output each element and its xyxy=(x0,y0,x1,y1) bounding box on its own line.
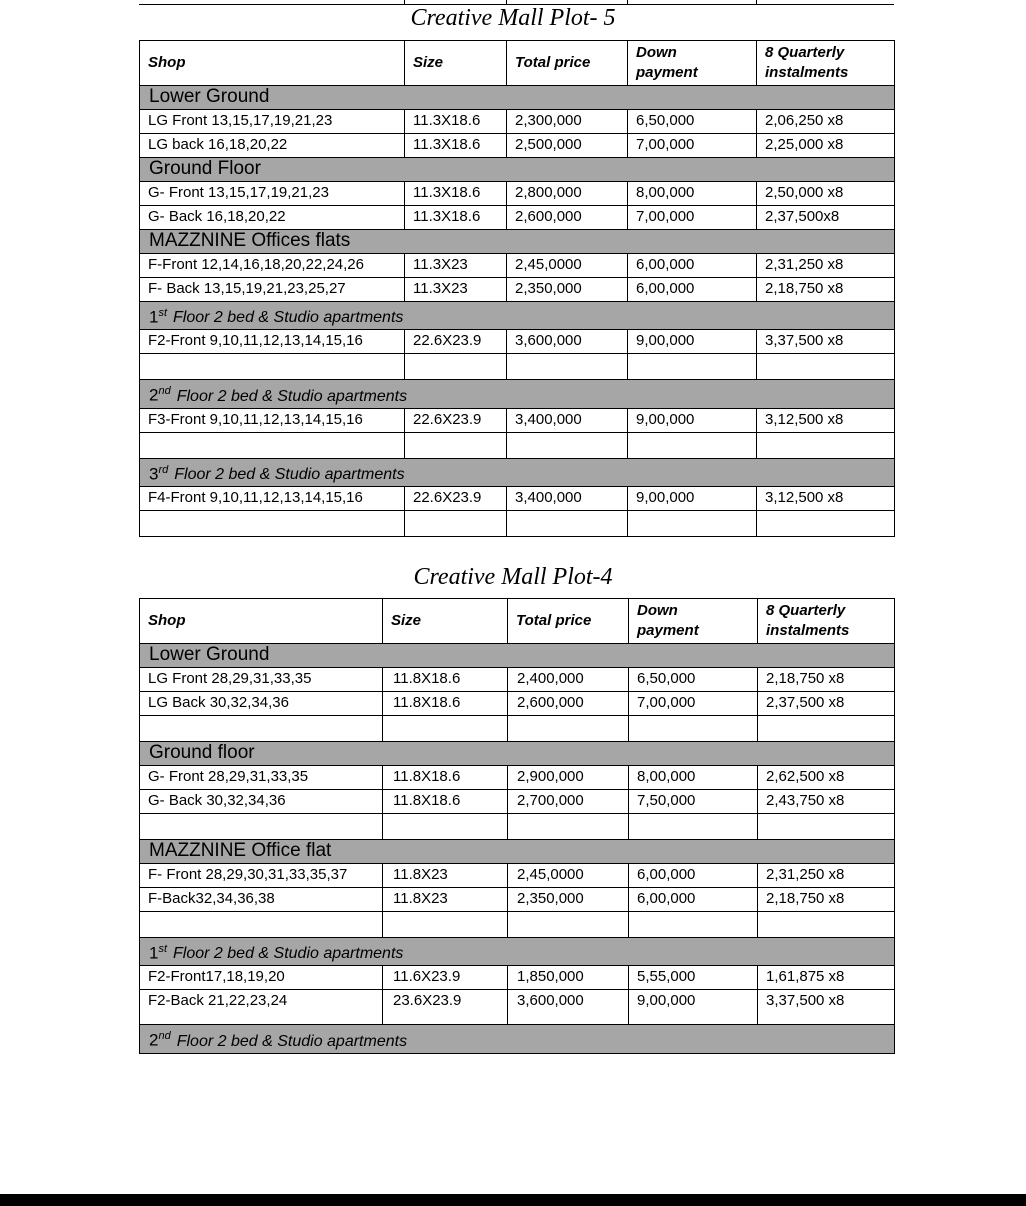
table-row xyxy=(140,864,895,888)
table-cell: 3,12,500 x8 xyxy=(757,486,895,510)
table-cell: F2-Front17,18,19,20 xyxy=(140,966,383,990)
section-row xyxy=(140,230,895,254)
table-cell: 6,50,000 xyxy=(628,110,757,134)
floor-number: 2 xyxy=(149,385,159,405)
table-cell: 2,37,500x8 xyxy=(757,206,895,230)
table-cell: F-Back32,34,36,38 xyxy=(140,888,383,912)
section-row xyxy=(140,1025,895,1053)
column-header: 8 Quarterly instalments xyxy=(757,41,895,86)
empty-cell xyxy=(628,432,757,458)
table-cell: 2,700,000 xyxy=(508,790,629,814)
floor-ordinal: nd xyxy=(158,385,171,398)
table-row xyxy=(140,766,895,790)
table-cell: 6,00,000 xyxy=(629,864,758,888)
empty-cell xyxy=(405,510,507,536)
empty-cell xyxy=(405,354,507,380)
table-cell: 2,25,000 x8 xyxy=(757,134,895,158)
table-cell: 8,00,000 xyxy=(628,182,757,206)
table-cell: 2,600,000 xyxy=(507,206,628,230)
table-cell: F- Front 28,29,30,31,33,35,37 xyxy=(140,864,383,888)
column-header: 8 Quarterly instalments xyxy=(758,599,895,644)
empty-cell xyxy=(507,432,628,458)
plot4-title: Creative Mall Plot-4 xyxy=(413,564,613,590)
table-cell: 11.3X18.6 xyxy=(405,134,507,158)
table-cell: 6,50,000 xyxy=(629,668,758,692)
table-cell: 2,45,0000 xyxy=(507,254,628,278)
floor-ordinal: st xyxy=(158,943,168,955)
table-row xyxy=(140,182,895,206)
empty-cell xyxy=(140,814,383,840)
section-row xyxy=(140,158,895,182)
section-title: Floor 2 bed & Studio apartments xyxy=(176,1032,408,1050)
table-cell: 2,400,000 xyxy=(508,668,629,692)
table-row xyxy=(140,206,895,230)
empty-cell xyxy=(383,716,508,742)
empty-cell xyxy=(629,912,758,938)
table-row xyxy=(140,990,895,1025)
table-cell: 5,55,000 xyxy=(629,966,758,990)
column-header: Down payment xyxy=(629,599,758,644)
column-header: Total price xyxy=(507,41,628,86)
table-cell: 22.6X23.9 xyxy=(405,330,507,354)
empty-cell xyxy=(629,814,758,840)
table-cell: 2,600,000 xyxy=(508,692,629,716)
column-header: Shop xyxy=(140,599,383,644)
section-label xyxy=(140,380,895,408)
table-cell: 6,00,000 xyxy=(628,278,757,302)
plot5-price-table xyxy=(139,40,895,537)
section-row xyxy=(140,644,895,668)
empty-cell xyxy=(758,814,895,840)
floor-number: 3 xyxy=(149,463,159,483)
table-cell: 11.6X23.9 xyxy=(383,966,508,990)
table-cell: 7,00,000 xyxy=(628,206,757,230)
table-cell: F2-Front 9,10,11,12,13,14,15,16 xyxy=(140,330,405,354)
empty-cell xyxy=(758,716,895,742)
empty-row xyxy=(140,354,895,380)
table-cell: G- Back 16,18,20,22 xyxy=(140,206,405,230)
table-cell: 9,00,000 xyxy=(628,330,757,354)
empty-cell xyxy=(405,432,507,458)
table-row xyxy=(140,278,895,302)
empty-row xyxy=(140,432,895,458)
section-title: Floor 2 bed & Studio apartments xyxy=(173,945,404,963)
table-row xyxy=(140,134,895,158)
table-cell: 2,50,000 x8 xyxy=(757,182,895,206)
floor-ordinal: nd xyxy=(158,1030,171,1043)
table-row xyxy=(140,486,895,510)
table-row xyxy=(140,790,895,814)
empty-row xyxy=(140,814,895,840)
table-cell: 3,37,500 x8 xyxy=(757,330,895,354)
table-cell: 2,43,750 x8 xyxy=(758,790,895,814)
empty-cell xyxy=(140,432,405,458)
column-header: Size xyxy=(383,599,508,644)
header-row xyxy=(140,599,895,644)
table-cell: LG Back 30,32,34,36 xyxy=(140,692,383,716)
plot5-title: Creative Mall Plot- 5 xyxy=(410,5,616,31)
table-cell: 1,61,875 x8 xyxy=(758,966,895,990)
empty-cell xyxy=(628,510,757,536)
table-cell: 2,06,250 x8 xyxy=(757,110,895,134)
section-label: MAZZNINE Offices flats xyxy=(140,230,895,254)
table-cell: 11.3X18.6 xyxy=(405,182,507,206)
table-cell: 7,00,000 xyxy=(628,134,757,158)
table-cell: G- Front 13,15,17,19,21,23 xyxy=(140,182,405,206)
empty-cell xyxy=(757,510,895,536)
table-cell: 2,31,250 x8 xyxy=(758,864,895,888)
column-header: Down payment xyxy=(628,41,757,86)
floor-number: 1 xyxy=(149,943,159,963)
section-row xyxy=(140,458,895,486)
table-cell: 11.3X18.6 xyxy=(405,206,507,230)
section-label: Lower Ground xyxy=(140,644,895,668)
table-cell: 7,50,000 xyxy=(629,790,758,814)
section-row xyxy=(140,742,895,766)
table-row xyxy=(140,966,895,990)
table-cell: 2,18,750 x8 xyxy=(758,668,895,692)
empty-cell xyxy=(140,510,405,536)
table-cell: 2,45,0000 xyxy=(508,864,629,888)
empty-row xyxy=(140,510,895,536)
header-row xyxy=(140,41,895,86)
column-header: Size xyxy=(405,41,507,86)
section-row xyxy=(140,840,895,864)
table-cell: 3,12,500 x8 xyxy=(757,408,895,432)
floor-ordinal: rd xyxy=(158,463,169,476)
table-cell: F- Back 13,15,19,21,23,25,27 xyxy=(140,278,405,302)
table-cell: 11.3X18.6 xyxy=(405,110,507,134)
empty-cell xyxy=(383,814,508,840)
table-cell: 9,00,000 xyxy=(628,408,757,432)
table-cell: 2,350,000 xyxy=(507,278,628,302)
table-cell: 3,600,000 xyxy=(508,990,629,1025)
empty-row xyxy=(140,912,895,938)
table-cell: 23.6X23.9 xyxy=(383,990,508,1025)
empty-cell xyxy=(508,716,629,742)
table-cell: 2,350,000 xyxy=(508,888,629,912)
table-cell: 6,00,000 xyxy=(628,254,757,278)
table-cell: 22.6X23.9 xyxy=(405,408,507,432)
table-cell: 2,900,000 xyxy=(508,766,629,790)
table-cell: 3,37,500 x8 xyxy=(758,990,895,1025)
empty-row xyxy=(140,716,895,742)
table-cell: F4-Front 9,10,11,12,13,14,15,16 xyxy=(140,486,405,510)
table-cell: 2,18,750 x8 xyxy=(757,278,895,302)
section-row xyxy=(140,86,895,110)
table-cell: G- Back 30,32,34,36 xyxy=(140,790,383,814)
footer-bar xyxy=(0,1194,1026,1206)
table-cell: 11.8X18.6 xyxy=(383,668,508,692)
section-label: MAZZNINE Office flat xyxy=(140,840,895,864)
table-cell: 22.6X23.9 xyxy=(405,486,507,510)
table-cell: 6,00,000 xyxy=(629,888,758,912)
section-label xyxy=(140,938,895,966)
section-row xyxy=(140,302,895,330)
table-cell: 2,37,500 x8 xyxy=(758,692,895,716)
table-row xyxy=(140,888,895,912)
empty-cell xyxy=(508,912,629,938)
empty-cell xyxy=(508,814,629,840)
table-cell: 1,850,000 xyxy=(508,966,629,990)
section-label: Ground floor xyxy=(140,742,895,766)
table-cell: 11.3X23 xyxy=(405,254,507,278)
section-title: Floor 2 bed & Studio apartments xyxy=(173,309,404,327)
table-row xyxy=(140,668,895,692)
table-cell: G- Front 28,29,31,33,35 xyxy=(140,766,383,790)
table-row xyxy=(140,110,895,134)
section-label: Lower Ground xyxy=(140,86,895,110)
empty-cell xyxy=(383,912,508,938)
column-header: Total price xyxy=(508,599,629,644)
table-cell: 3,600,000 xyxy=(507,330,628,354)
table-row xyxy=(140,408,895,432)
floor-number: 1 xyxy=(149,307,159,327)
table-cell: 11.8X18.6 xyxy=(383,790,508,814)
table-row xyxy=(140,254,895,278)
table-cell: 7,00,000 xyxy=(629,692,758,716)
table-cell: 9,00,000 xyxy=(628,486,757,510)
empty-cell xyxy=(628,354,757,380)
floor-number: 2 xyxy=(149,1030,159,1050)
empty-cell xyxy=(757,354,895,380)
section-row xyxy=(140,938,895,966)
table-cell: 2,300,000 xyxy=(507,110,628,134)
table-cell: LG Front 13,15,17,19,21,23 xyxy=(140,110,405,134)
empty-cell xyxy=(757,432,895,458)
column-header: Shop xyxy=(140,41,405,86)
empty-cell xyxy=(629,716,758,742)
table-cell: 2,18,750 x8 xyxy=(758,888,895,912)
table-cell: 2,800,000 xyxy=(507,182,628,206)
plot4-price-table xyxy=(139,598,895,1054)
section-label xyxy=(140,302,895,330)
empty-cell xyxy=(507,354,628,380)
table-cell: 3,400,000 xyxy=(507,486,628,510)
empty-cell xyxy=(758,912,895,938)
table-cell: F-Front 12,14,16,18,20,22,24,26 xyxy=(140,254,405,278)
table-cell: LG Front 28,29,31,33,35 xyxy=(140,668,383,692)
table-cell: 2,62,500 x8 xyxy=(758,766,895,790)
table-cell: 11.3X23 xyxy=(405,278,507,302)
section-row xyxy=(140,380,895,408)
table-cell: 2,31,250 x8 xyxy=(757,254,895,278)
table-cell: 8,00,000 xyxy=(629,766,758,790)
floor-ordinal: st xyxy=(158,307,168,319)
table-cell: 11.8X23 xyxy=(383,864,508,888)
table-row xyxy=(140,330,895,354)
table-cell: 3,400,000 xyxy=(507,408,628,432)
table-cell: 11.8X18.6 xyxy=(383,766,508,790)
section-title: Floor 2 bed & Studio apartments xyxy=(174,465,405,483)
table-cell: 11.8X23 xyxy=(383,888,508,912)
section-label xyxy=(140,458,895,486)
empty-cell xyxy=(140,912,383,938)
empty-cell xyxy=(140,354,405,380)
table-cell: LG back 16,18,20,22 xyxy=(140,134,405,158)
table-row xyxy=(140,692,895,716)
empty-cell xyxy=(507,510,628,536)
table-cell: 2,500,000 xyxy=(507,134,628,158)
table-cell: F2-Back 21,22,23,24 xyxy=(140,990,383,1025)
table-cell: F3-Front 9,10,11,12,13,14,15,16 xyxy=(140,408,405,432)
table-cell: 9,00,000 xyxy=(629,990,758,1025)
section-label xyxy=(140,1025,895,1053)
section-label: Ground Floor xyxy=(140,158,895,182)
empty-cell xyxy=(140,716,383,742)
table-cell: 11.8X18.6 xyxy=(383,692,508,716)
section-title: Floor 2 bed & Studio apartments xyxy=(176,387,408,405)
